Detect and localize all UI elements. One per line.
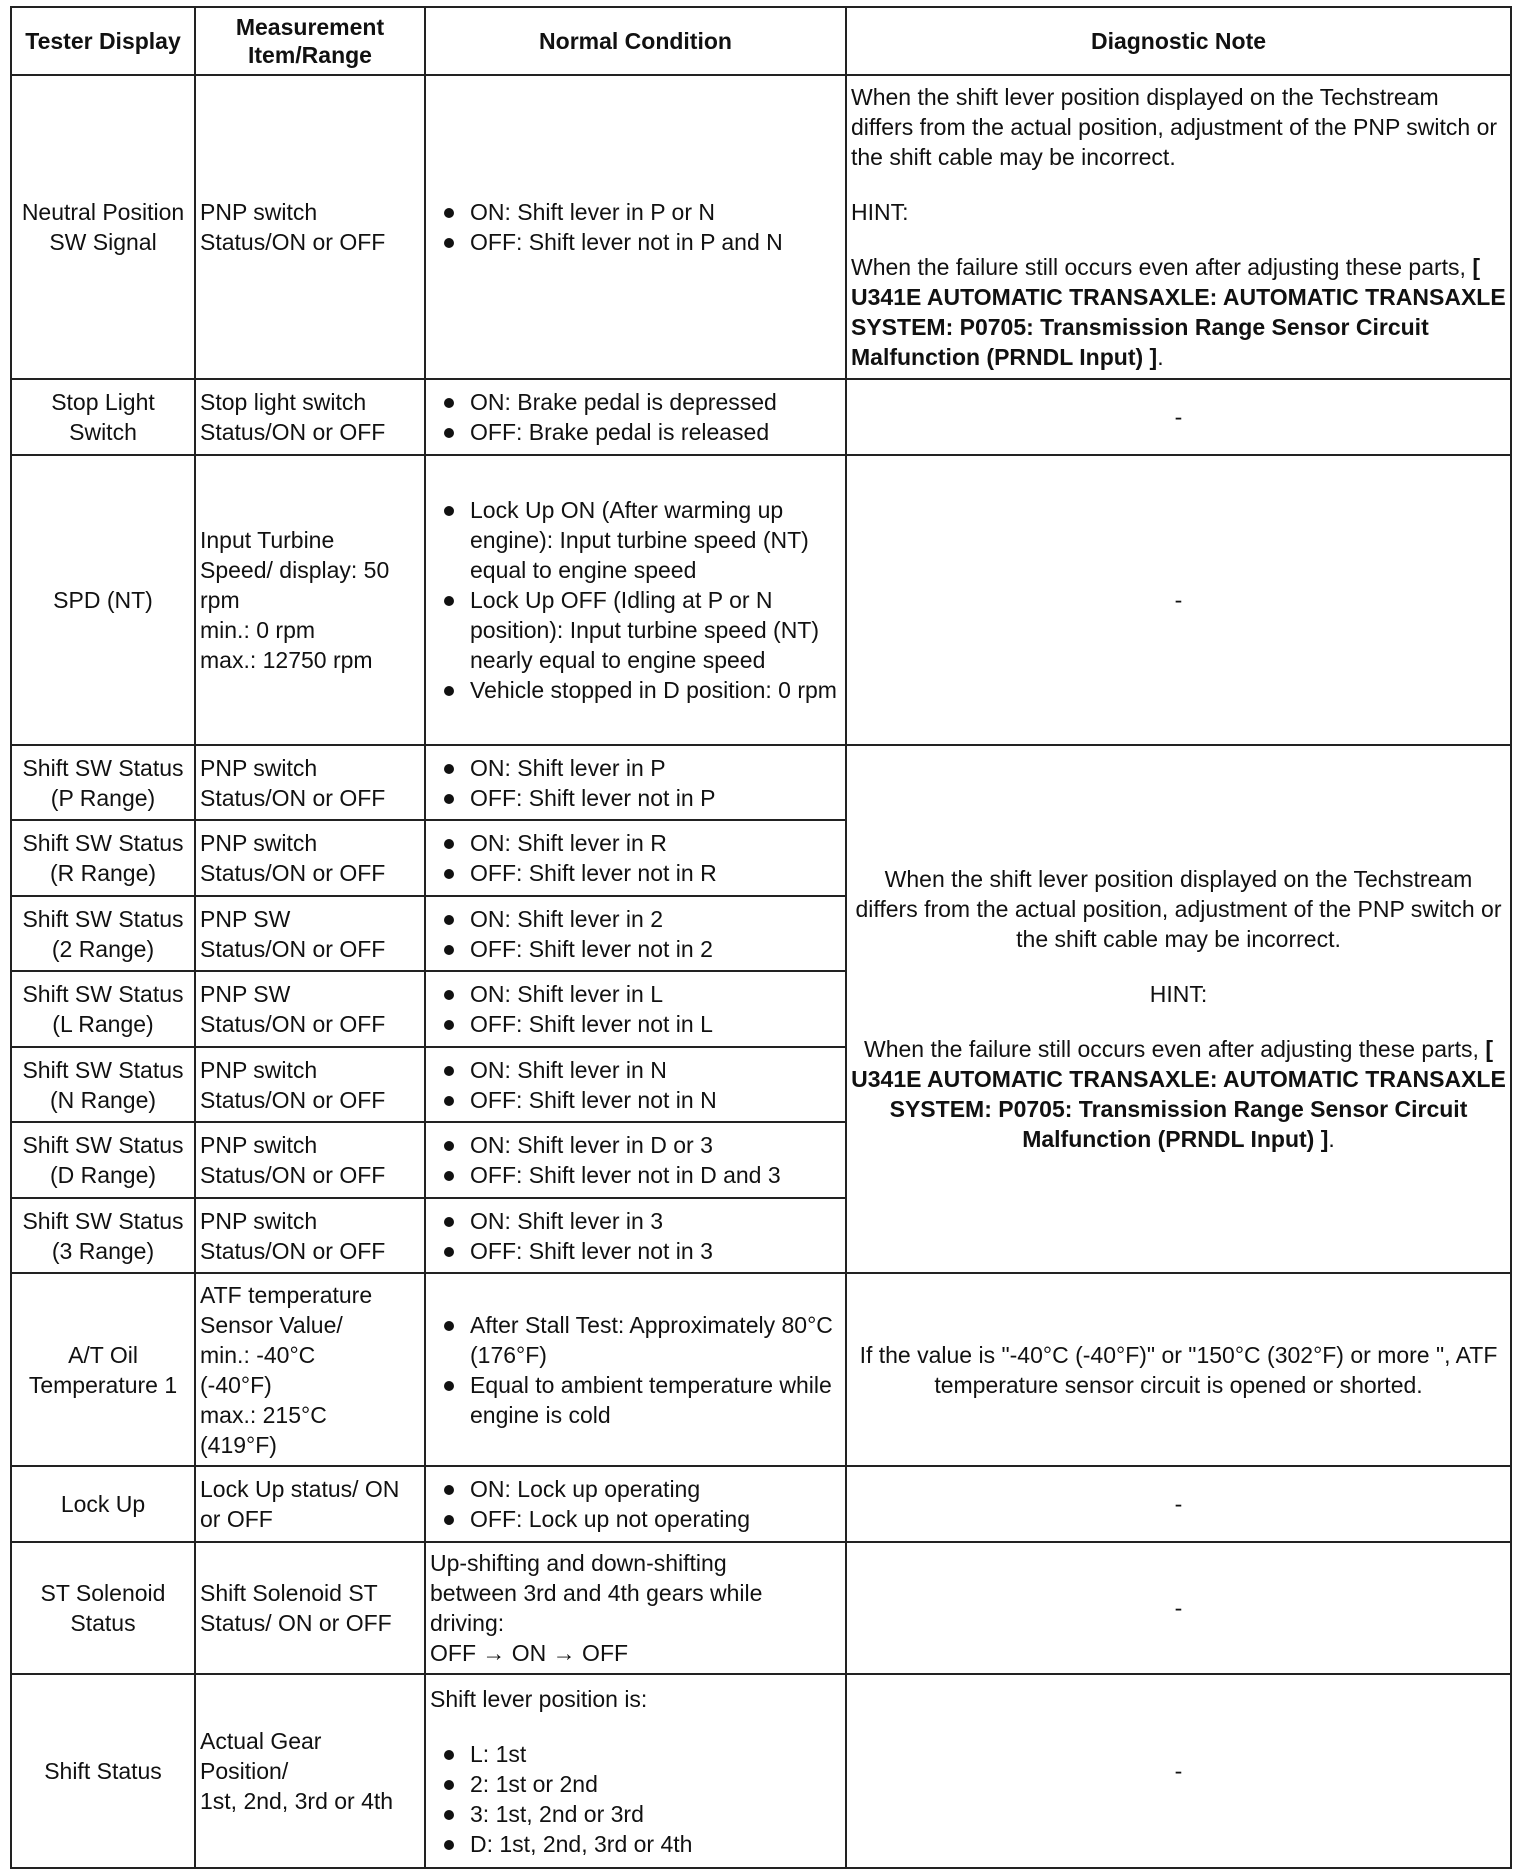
diagnostic-note-cell: - bbox=[846, 1542, 1511, 1674]
header-diagnostic-note: Diagnostic Note bbox=[846, 7, 1511, 75]
normal-condition-cell: Up-shifting and down-shifting between 3rd and 4th gears while driving: OFF → ON → OFF bbox=[425, 1542, 846, 1674]
tester-display-cell: Shift SW Status (3 Range) bbox=[11, 1198, 195, 1273]
list-item: ON: Shift lever in P or N bbox=[430, 197, 841, 227]
tester-display-cell: SPD (NT) bbox=[11, 455, 195, 745]
diagnostic-note-cell: - bbox=[846, 455, 1511, 745]
table-row bbox=[11, 1273, 1511, 1466]
measurement-cell: Stop light switch Status/ON or OFF bbox=[195, 379, 425, 455]
data-list-table bbox=[10, 6, 1512, 1869]
list-item: OFF: Shift lever not in P bbox=[430, 783, 841, 813]
table-row bbox=[11, 379, 1511, 455]
normal-condition-cell bbox=[425, 75, 846, 379]
measurement-cell: PNP switch Status/ON or OFF bbox=[195, 745, 425, 820]
list-item: ON: Shift lever in L bbox=[430, 979, 841, 1009]
list-item: OFF: Shift lever not in L bbox=[430, 1009, 841, 1039]
tester-display-cell: Stop Light Switch bbox=[11, 379, 195, 455]
normal-condition-cell bbox=[425, 1122, 846, 1198]
note-end: . bbox=[1157, 344, 1164, 370]
header-row bbox=[11, 7, 1511, 75]
normal-condition-cell bbox=[425, 1674, 846, 1868]
diagnostic-note-cell: - bbox=[846, 1466, 1511, 1542]
note-body bbox=[851, 1034, 1506, 1154]
list-item: OFF: Shift lever not in D and 3 bbox=[430, 1160, 841, 1190]
table-row bbox=[11, 75, 1511, 379]
measurement-cell: Lock Up status/ ON or OFF bbox=[195, 1466, 425, 1542]
table-row bbox=[11, 1466, 1511, 1542]
list-item: OFF: Shift lever not in R bbox=[430, 858, 841, 888]
tester-display-cell: ST Solenoid Status bbox=[11, 1542, 195, 1674]
list-item: D: 1st, 2nd, 3rd or 4th bbox=[430, 1829, 841, 1859]
normal-condition-cell bbox=[425, 971, 846, 1047]
diagnostic-note-cell: - bbox=[846, 1674, 1511, 1868]
list-item: After Stall Test: Approximately 80°C (176°F) bbox=[430, 1310, 841, 1370]
header-normal-condition: Normal Condition bbox=[425, 7, 846, 75]
list-item: Lock Up OFF (Idling at P or N position): Input turbine speed (NT) nearly equal to engine speed bbox=[430, 585, 841, 675]
list-item: OFF: Shift lever not in P and N bbox=[430, 227, 841, 257]
measurement-cell: Shift Solenoid ST Status/ ON or OFF bbox=[195, 1542, 425, 1674]
list-item: Equal to ambient temperature while engine is cold bbox=[430, 1370, 841, 1430]
note-hint: HINT: bbox=[1149, 981, 1208, 1007]
measurement-cell: PNP switch Status/ON or OFF bbox=[195, 1122, 425, 1198]
tester-display-cell: Neutral Position SW Signal bbox=[11, 75, 195, 379]
note-end: . bbox=[1328, 1126, 1335, 1152]
normal-condition-cell bbox=[425, 820, 846, 896]
list-item: Vehicle stopped in D position: 0 rpm bbox=[430, 675, 841, 705]
measurement-cell: Input Turbine Speed/ display: 50 rpm min.: 0 rpm max.: 12750 rpm bbox=[195, 455, 425, 745]
note-intro: When the shift lever position displayed on the Techstream differs from the actual position, adjustment of the PNP switch or the shift cable may be incorrect. bbox=[855, 866, 1502, 952]
list-item: ON: Shift lever in R bbox=[430, 828, 841, 858]
normal-condition-cell bbox=[425, 1047, 846, 1122]
measurement-cell: PNP switch Status/ON or OFF bbox=[195, 1047, 425, 1122]
list-item: ON: Shift lever in N bbox=[430, 1055, 841, 1085]
normal-condition-cell bbox=[425, 1466, 846, 1542]
diagnostic-note-cell bbox=[846, 745, 1511, 1273]
note-pre: When the failure still occurs even after adjusting these parts, bbox=[851, 254, 1473, 280]
table-row bbox=[11, 1674, 1511, 1868]
list-item: ON: Brake pedal is depressed bbox=[430, 387, 841, 417]
note-intro: When the shift lever position displayed on the Techstream differs from the actual position, adjustment of the PNP switch or the shift cable may be incorrect. bbox=[851, 84, 1498, 170]
list-item: OFF: Shift lever not in 3 bbox=[430, 1236, 841, 1266]
table-row bbox=[11, 455, 1511, 745]
measurement-cell: PNP switch Status/ON or OFF bbox=[195, 75, 425, 379]
measurement-cell: PNP SW Status/ON or OFF bbox=[195, 971, 425, 1047]
table-row bbox=[11, 1542, 1511, 1674]
normal-intro: Shift lever position is: bbox=[430, 1685, 648, 1712]
tester-display-cell: Shift SW Status (R Range) bbox=[11, 820, 195, 896]
list-item: L: 1st bbox=[430, 1739, 841, 1769]
normal-condition-cell bbox=[425, 1273, 846, 1466]
list-item: OFF: Lock up not operating bbox=[430, 1504, 841, 1534]
diagnostic-note-cell: - bbox=[846, 379, 1511, 455]
list-item: ON: Lock up operating bbox=[430, 1474, 841, 1504]
list-item: 3: 1st, 2nd or 3rd bbox=[430, 1799, 841, 1829]
measurement-cell: ATF temperature Sensor Value/ min.: -40°C (-40°F) max.: 215°C (419°F) bbox=[195, 1273, 425, 1466]
note-pre: When the failure still occurs even after adjusting these parts, bbox=[864, 1036, 1486, 1062]
list-item: Lock Up ON (After warming up engine): Input turbine speed (NT) equal to engine speed bbox=[430, 495, 841, 585]
note-link[interactable]: [ U341E AUTOMATIC TRANSAXLE: AUTOMATIC TRANSAXLE SYSTEM: P0705: Transmission Range Sensor Circuit Malfunction (PRNDL Input) ] bbox=[851, 1036, 1506, 1152]
header-measurement: Measurement Item/Range bbox=[195, 7, 425, 75]
list-item: OFF: Shift lever not in N bbox=[430, 1085, 841, 1115]
tester-display-cell: Shift SW Status (D Range) bbox=[11, 1122, 195, 1198]
list-item: OFF: Shift lever not in 2 bbox=[430, 934, 841, 964]
normal-condition-cell bbox=[425, 455, 846, 745]
diagnostic-note-cell: If the value is "-40°C (-40°F)" or "150°C (302°F) or more ", ATF temperature sensor circuit is opened or shorted. bbox=[846, 1273, 1511, 1466]
diagnostic-data-list bbox=[10, 6, 1510, 1869]
tester-display-cell: Shift SW Status (P Range) bbox=[11, 745, 195, 820]
tester-display-cell: Shift SW Status (2 Range) bbox=[11, 896, 195, 971]
tester-display-cell: Lock Up bbox=[11, 1466, 195, 1542]
measurement-cell: PNP SW Status/ON or OFF bbox=[195, 896, 425, 971]
measurement-cell: Actual Gear Position/ 1st, 2nd, 3rd or 4th bbox=[195, 1674, 425, 1868]
note-body bbox=[851, 252, 1506, 372]
note-hint: HINT: bbox=[851, 199, 909, 225]
measurement-cell: PNP switch Status/ON or OFF bbox=[195, 820, 425, 896]
normal-condition-cell bbox=[425, 896, 846, 971]
measurement-cell: PNP switch Status/ON or OFF bbox=[195, 1198, 425, 1273]
tester-display-cell: Shift SW Status (N Range) bbox=[11, 1047, 195, 1122]
list-item: OFF: Brake pedal is released bbox=[430, 417, 841, 447]
note-link[interactable]: [ U341E AUTOMATIC TRANSAXLE: AUTOMATIC TRANSAXLE SYSTEM: P0705: Transmission Range Sensor Circuit Malfunction (PRNDL Input) ] bbox=[851, 254, 1506, 370]
list-item: ON: Shift lever in 3 bbox=[430, 1206, 841, 1236]
tester-display-cell: Shift Status bbox=[11, 1674, 195, 1868]
normal-condition-cell bbox=[425, 379, 846, 455]
list-item: 2: 1st or 2nd bbox=[430, 1769, 841, 1799]
normal-condition-cell bbox=[425, 745, 846, 820]
header-tester-display: Tester Display bbox=[11, 7, 195, 75]
normal-condition-cell bbox=[425, 1198, 846, 1273]
list-item: ON: Shift lever in 2 bbox=[430, 904, 841, 934]
diagnostic-note-cell bbox=[846, 75, 1511, 379]
list-item: ON: Shift lever in D or 3 bbox=[430, 1130, 841, 1160]
tester-display-cell: A/T Oil Temperature 1 bbox=[11, 1273, 195, 1466]
tester-display-cell: Shift SW Status (L Range) bbox=[11, 971, 195, 1047]
table-row bbox=[11, 745, 1511, 820]
list-item: ON: Shift lever in P bbox=[430, 753, 841, 783]
